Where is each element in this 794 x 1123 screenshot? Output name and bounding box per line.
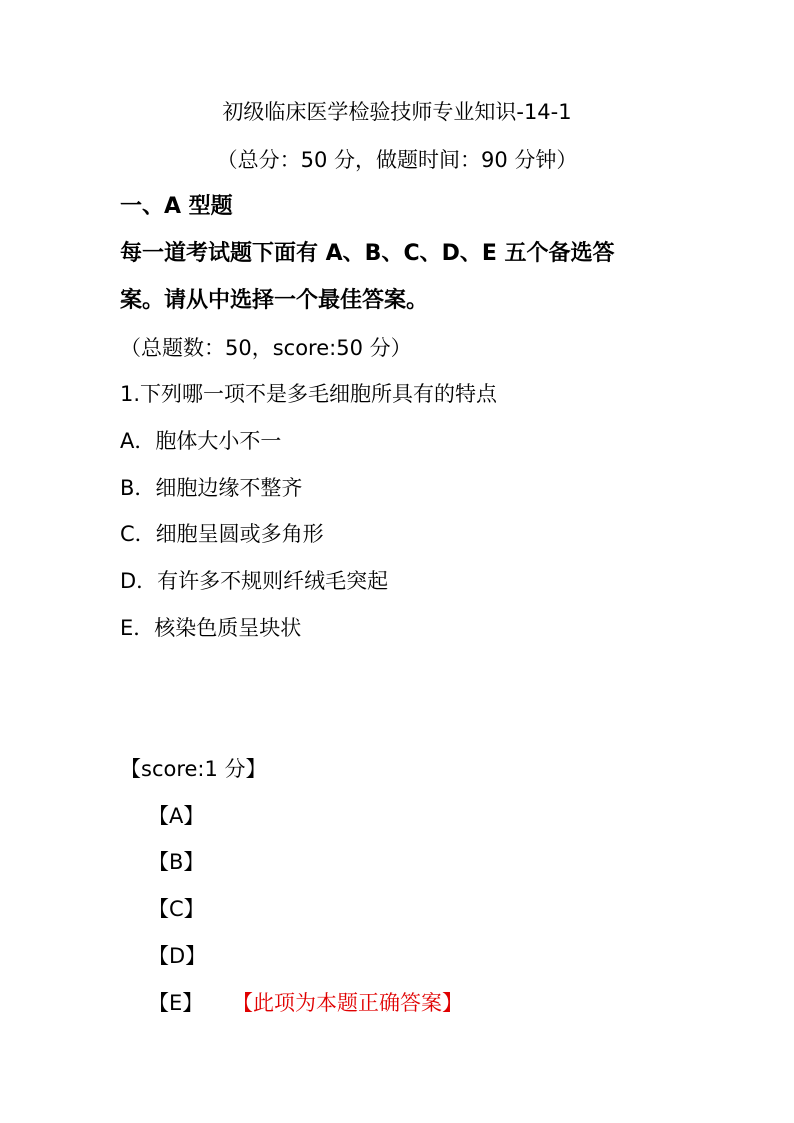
answer-choice-a: 【A】 xyxy=(148,804,205,828)
correct-answer-note: 【此项为本题正确答案】 xyxy=(232,991,463,1015)
option-c: C．细胞呈圆或多角形 xyxy=(120,522,324,546)
answer-choice-c: 【C】 xyxy=(148,897,205,921)
instruction-line-1: 每一道考试题下面有 A、B、C、D、E 五个备选答 xyxy=(120,241,615,266)
answer-score: 【score:1 分】 xyxy=(120,757,267,781)
section-summary: （总题数：50，score:50 分） xyxy=(120,336,412,360)
answer-choice-b: 【B】 xyxy=(148,850,205,874)
option-d: D．有许多不规则纤绒毛突起 xyxy=(120,569,389,593)
option-e: E．核染色质呈块状 xyxy=(120,616,302,640)
option-a: A．胞体大小不一 xyxy=(120,429,282,453)
answer-choice-d: 【D】 xyxy=(148,944,207,968)
question-stem: 1.下列哪一项不是多毛细胞所具有的特点 xyxy=(120,382,498,406)
option-b: B．细胞边缘不整齐 xyxy=(120,476,303,500)
document-subtitle: （总分：50 分，做题时间：90 分钟） xyxy=(216,148,578,172)
answer-choice-e: 【E】 xyxy=(148,991,204,1015)
section-heading: 一、A 型题 xyxy=(120,194,233,219)
instruction-line-2: 案。请从中选择一个最佳答案。 xyxy=(120,288,429,313)
document-title: 初级临床医学检验技师专业知识-14-1 xyxy=(222,100,572,124)
